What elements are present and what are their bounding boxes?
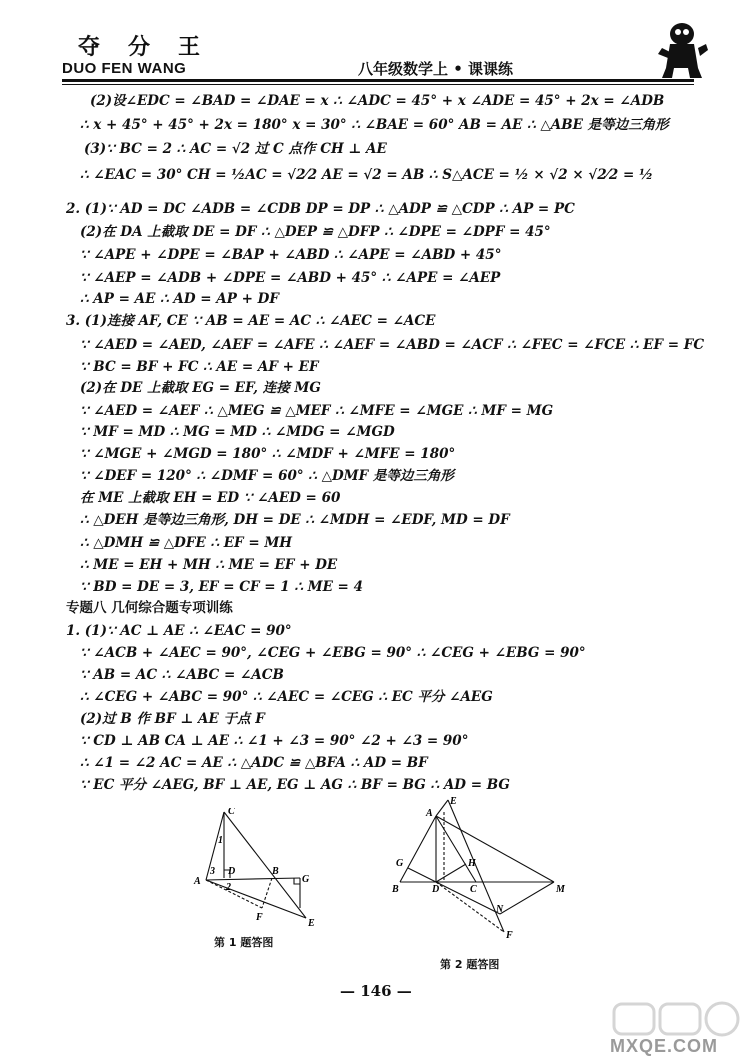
text-line: ∵ CD ⊥ AB CA ⊥ AE ∴ ∠1 + ∠3 = 90° ∠2 + ∠3 = 90°: [80, 733, 469, 749]
figure-2-caption: 第 2 题答图: [440, 958, 500, 971]
figure-1-label: G: [302, 874, 310, 885]
figure-2-label: E: [450, 796, 457, 807]
text-line: ∵ ∠DEF = 120° ∴ ∠DMF = 60° ∴ △DMF 是等边三角形: [80, 468, 454, 484]
figure-2-label: M: [556, 884, 565, 895]
mascot-logo-icon: [652, 18, 708, 80]
figure-2-label: F: [506, 930, 513, 940]
figure-1-label: D: [228, 866, 236, 877]
text-line: ∴ x + 45° + 45° + 2x = 180° x = 30° ∴ ∠BAE = 60° AB = AE ∴ △ABE 是等边三角形: [80, 117, 669, 133]
brand-name-cn: 夺分王: [78, 34, 229, 60]
brand-name-en: DUO FEN WANG: [62, 60, 187, 77]
watermark-text: MXQE.COM: [610, 1036, 719, 1056]
figure-1-svg: [188, 808, 328, 928]
text-line: ∵ BD = DE = 3, EF = CF = 1 ∴ ME = 4: [80, 579, 363, 595]
text-line: ∴ ∠CEG + ∠ABC = 90° ∴ ∠AEC = ∠CEG ∴ EC 平分 ∠AEG: [80, 689, 493, 705]
text-line: ∵ ∠AED = ∠AEF ∴ △MEG ≌ △MEF ∴ ∠MFE = ∠MGE ∴ MF = MG: [80, 403, 554, 419]
figure-1-label: E: [308, 918, 315, 928]
figure-1-label: A: [194, 876, 201, 887]
text-line: ∵ ∠ACB + ∠AEC = 90°, ∠CEG + ∠EBG = 90° ∴ ∠CEG + ∠EBG = 90°: [80, 645, 586, 661]
figure-2-label: B: [392, 884, 399, 895]
text-line: ∴ △DMH ≌ △DFE ∴ EF = MH: [80, 535, 293, 551]
header-rule-thick: [62, 79, 694, 82]
section-heading: 专题八 几何综合题专项训练: [66, 600, 233, 616]
figure-1-label: 1: [218, 835, 223, 846]
text-line: (3)∵ BC = 2 ∴ AC = √2 过 C 点作 CH ⊥ AE: [84, 141, 387, 157]
text-line: ∵ ∠MGE + ∠MGD = 180° ∴ ∠MDF + ∠MFE = 180°: [80, 446, 456, 462]
figure-1-diagram: [188, 808, 328, 932]
text-line: ∵ EC 平分 ∠AEG, BF ⊥ AE, EG ⊥ AG ∴ BF = BG ∴ AD = BG: [80, 777, 510, 793]
text-line: ∴ AP = AE ∴ AD = AP + DF: [80, 291, 279, 307]
figure-1-label: C: [228, 808, 235, 817]
text-line: ∵ BC = BF + FC ∴ AE = AF + EF: [80, 359, 319, 375]
text-line: ∴ ∠1 = ∠2 AC = AE ∴ △ADC ≌ △BFA ∴ AD = BF: [80, 755, 428, 771]
book-title: 八年级数学上 • 课课练: [358, 60, 514, 78]
text-line: ∴ △DEH 是等边三角形, DH = DE ∴ ∠MDH = ∠EDF, MD = DF: [80, 512, 510, 528]
text-line: (2)设∠EDC = ∠BAD = ∠DAE = x ∴ ∠ADC = 45° + x ∠ADE = 45° + 2x = ∠ADB: [90, 93, 665, 109]
figure-1-label: 2: [226, 882, 231, 893]
page-number: — 146 —: [340, 982, 412, 1000]
text-line: ∵ ∠AED = ∠AED, ∠AEF = ∠AFE ∴ ∠AEF = ∠ABD = ∠ACF ∴ ∠FEC = ∠FCE ∴ EF = FC: [80, 337, 705, 353]
header-rule-thin: [62, 84, 694, 85]
text-line: 3. (1)连接 AF, CE ∵ AB = AE = AC ∴ ∠AEC = ∠ACE: [66, 313, 436, 329]
figure-1-label: B: [272, 866, 279, 877]
text-line: (2)在 DA 上截取 DE = DF ∴ △DEP ≌ △DFP ∴ ∠DPE = ∠DPF = 45°: [80, 224, 551, 240]
text-line: ∴ ME = EH + MH ∴ ME = EF + DE: [80, 557, 338, 573]
figure-1-caption: 第 1 题答图: [214, 936, 274, 949]
figure-1-label: 3: [210, 866, 215, 877]
text-line: ∴ ∠EAC = 30° CH = ½AC = √2⁄2 AE = √2 = AB ∴ S△ACE = ½ × √2 × √2⁄2 = ½: [80, 167, 654, 183]
figure-2-label: G: [396, 858, 404, 869]
text-line: ∵ MF = MD ∴ MG = MD ∴ ∠MDG = ∠MGD: [80, 424, 395, 440]
figure-2-label: C: [470, 884, 477, 895]
page-header: [0, 0, 750, 84]
figure-2-diagram: [388, 794, 578, 944]
text-line: (2)在 DE 上截取 EG = EF, 连接 MG: [80, 380, 321, 396]
figure-2-svg: [388, 794, 578, 940]
figure-2-label: N: [496, 904, 504, 915]
text-line: ∵ ∠APE + ∠DPE = ∠BAP + ∠ABD ∴ ∠APE = ∠ABD + 45°: [80, 247, 502, 263]
figure-1-label: F: [256, 912, 263, 923]
text-line: 2. (1)∵ AD = DC ∠ADB = ∠CDB DP = DP ∴ △ADP ≌ △CDP ∴ AP = PC: [66, 201, 575, 217]
text-line: 在 ME 上截取 EH = ED ∵ ∠AED = 60: [80, 490, 341, 506]
text-line: ∵ ∠AEP = ∠ADB + ∠DPE = ∠ABD + 45° ∴ ∠APE = ∠AEP: [80, 270, 501, 286]
figure-2-label: A: [426, 808, 433, 819]
figure-2-label: D: [432, 884, 440, 895]
text-line: (2)过 B 作 BF ⊥ AE 于点 F: [80, 711, 265, 727]
text-line: 1. (1)∵ AC ⊥ AE ∴ ∠EAC = 90°: [66, 623, 292, 639]
text-line: ∵ AB = AC ∴ ∠ABC = ∠ACB: [80, 667, 284, 683]
figure-2-label: H: [468, 858, 476, 869]
